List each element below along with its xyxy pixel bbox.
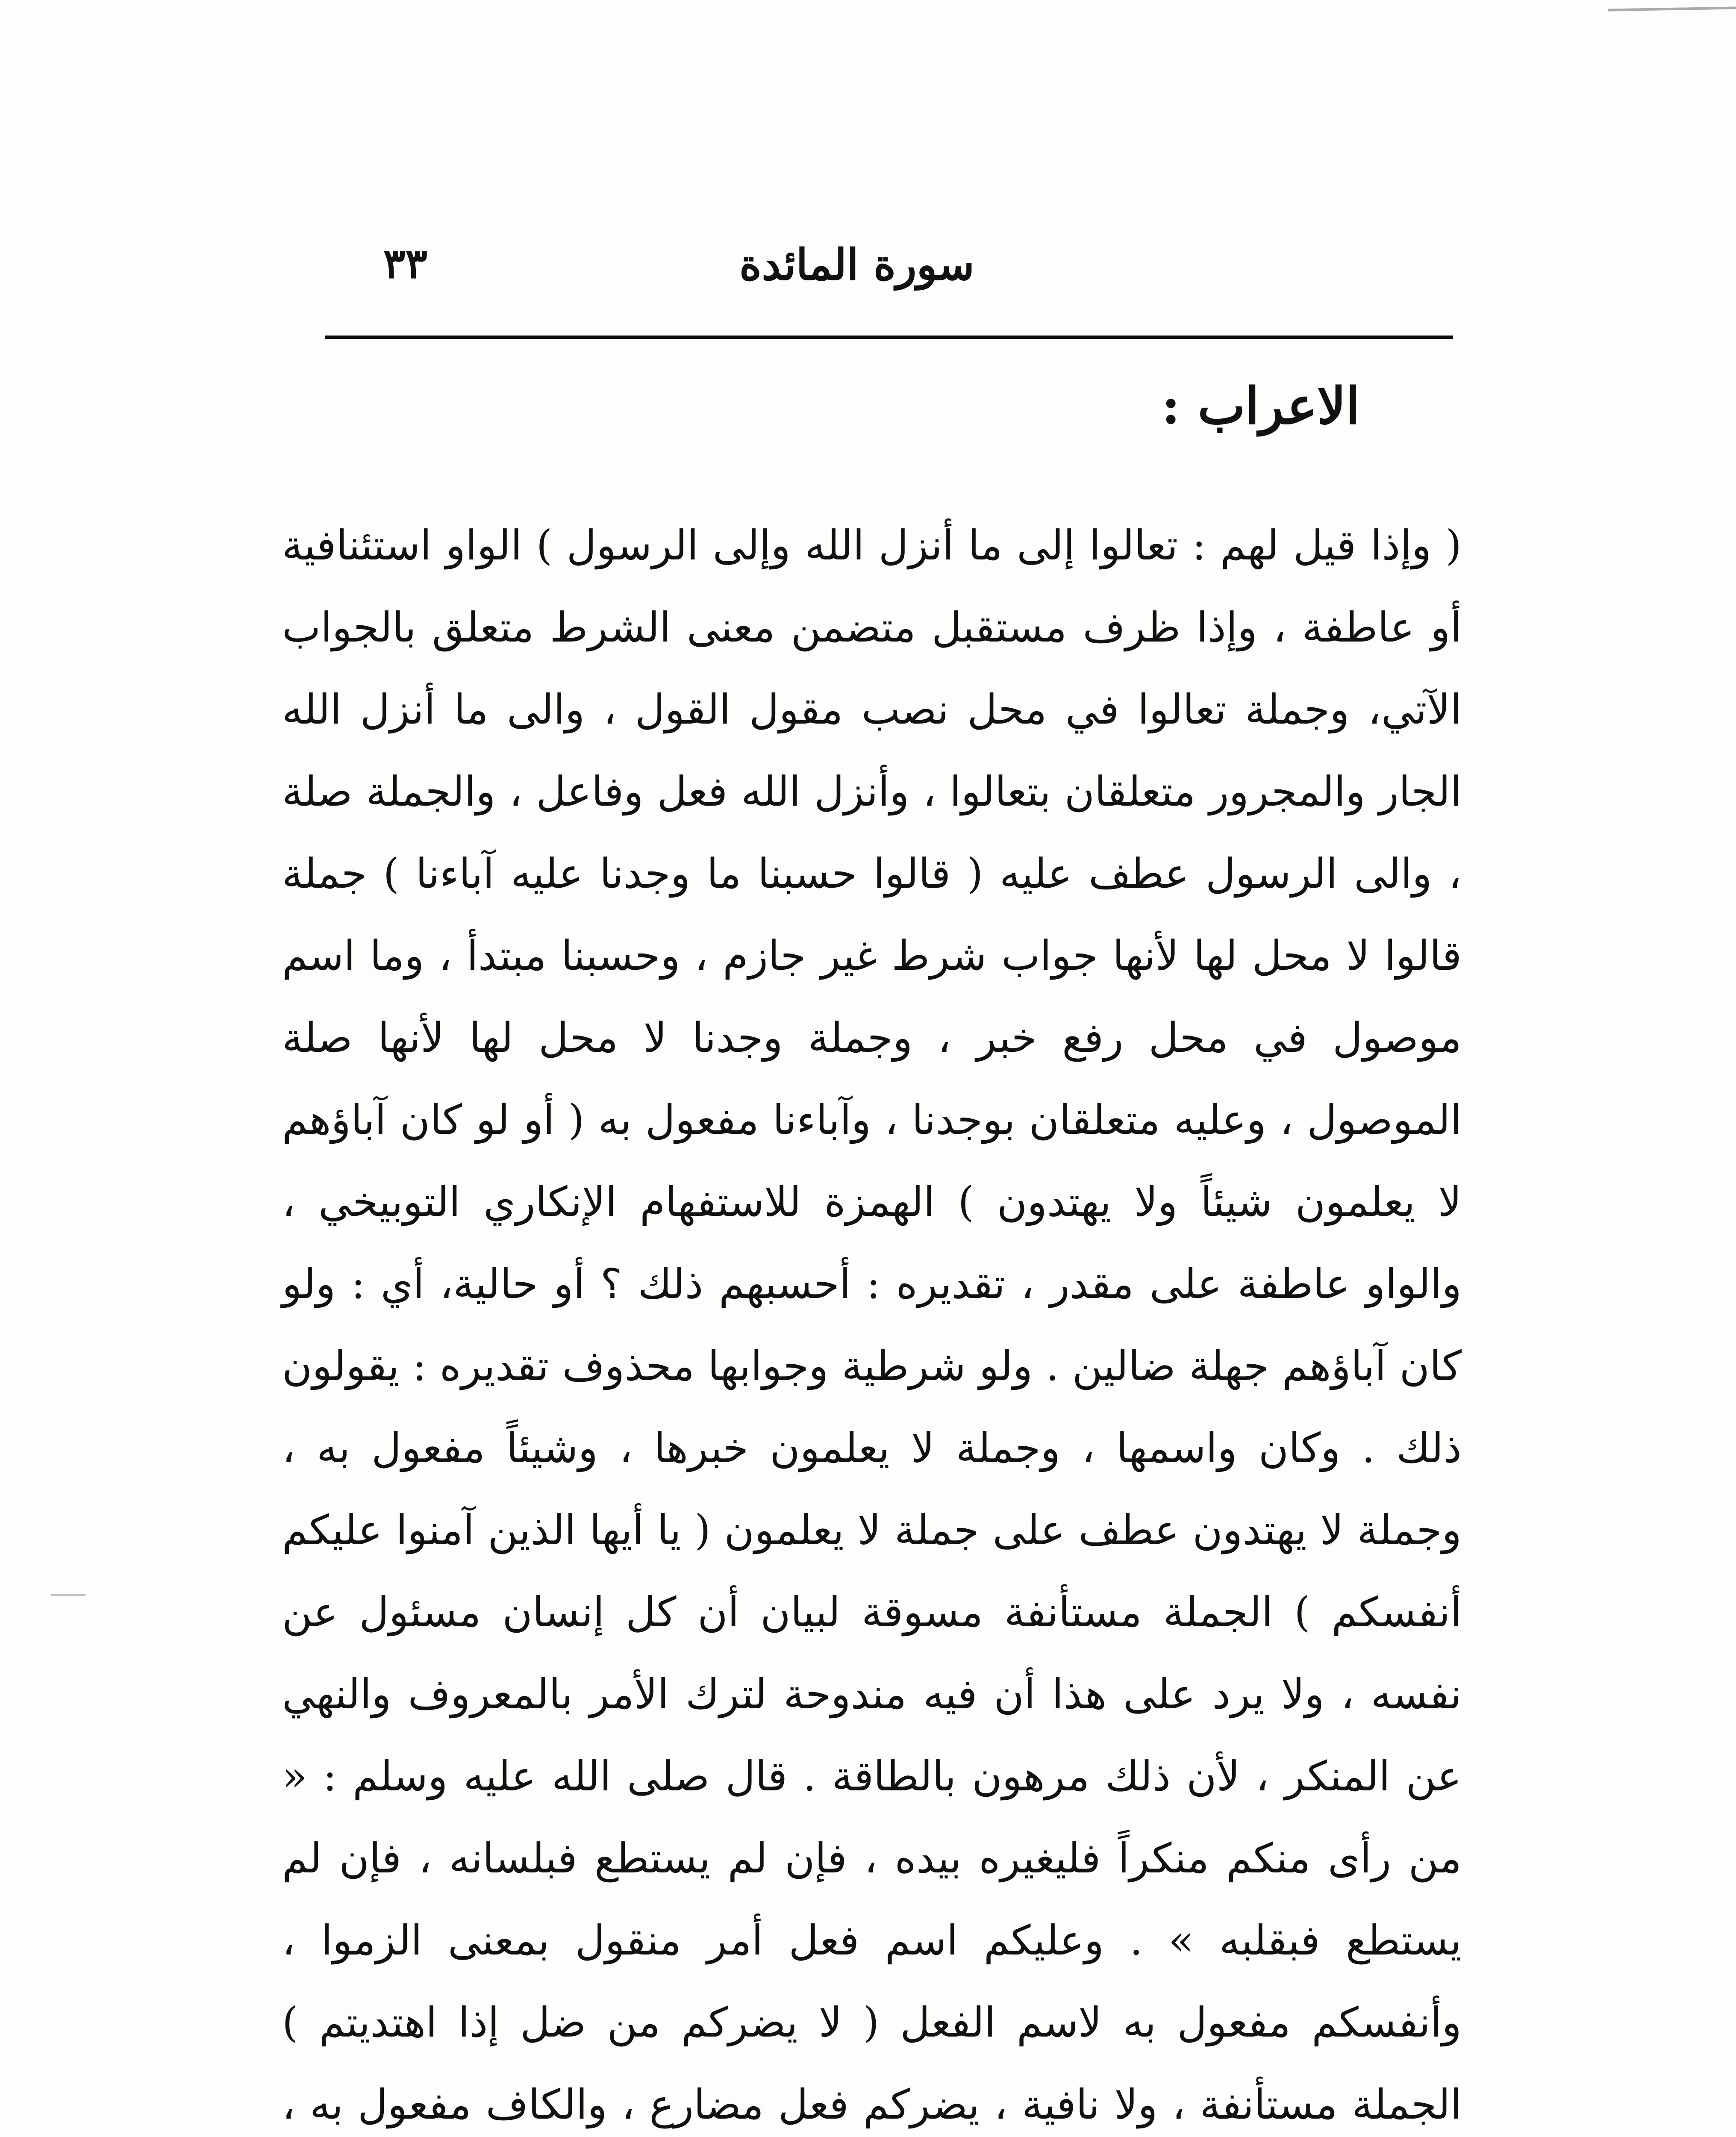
page-number: ٣٣ bbox=[383, 239, 427, 288]
scan-mark-top bbox=[1608, 6, 1736, 11]
page-header bbox=[325, 239, 1453, 308]
scan-mark-left bbox=[51, 1594, 85, 1596]
running-title: سورة المائدة bbox=[739, 239, 974, 290]
section-heading: الاعراب : bbox=[1161, 376, 1360, 436]
body-paragraph: ( وإذا قيل لهم : تعالوا إلى ما أنزل الله وإلى الرسول ) الواو استئنافية أو عاطفة ، وإذا ظرف مستقبل متضمن معنى الشرط متعلق بالجواب الآتي، وجملة تعالوا في محل نصب مقول القول ، والى ما أنزل الله الجار والمجرور متعلقان بتعالوا ، وأنزل الله فعل وفاعل ، والجملة صلة ، والى الرسول عطف عليه ( قالوا حسبنا ما وجدنا عليه آباءنا ) جملة قالوا لا محل لها لأنها جواب شرط غير جازم ، وحسبنا مبتدأ ، وما اسم موصول في محل رفع خبر ، وجملة وجدنا لا محل لها لأنها صلة الموصول ، وعليه متعلقان بوجدنا ، وآباءنا مفعول به ( أو لو كان آباؤهم لا يعلمون شيئاً ولا يهتدون ) الهمزة للاستفهام الإنكاري التوبيخي ، والواو عاطفة على مقدر ، تقديره : أحسبهم ذلك ؟ أو حالية، أي : ولو كان آباؤهم جهلة ضالين . ولو شرطية وجوابها محذوف تقديره : يقولون ذلك . وكان واسمها ، وجملة لا يعلمون خبرها ، وشيئاً مفعول به ، وجملة لا يهتدون عطف على جملة لا يعلمون ( يا أيها الذين آمنوا عليكم أنفسكم ) الجملة مستأنفة مسوقة لبيان أن كل إنسان مسئول عن نفسه ، ولا يرد على هذا أن فيه مندوحة لترك الأمر بالمعروف والنهي عن المنكر ، لأن ذلك مرهون بالطاقة . قال صلى الله عليه وسلم : « من رأى منكم منكراً فليغيره بيده ، فإن لم يستطع فبلسانه ، فإن لم يستطع فبقلبه » . وعليكم اسم فعل أمر منقول بمعنى الزموا ، وأنفسكم مفعول به لاسم الفعل ( لا يضركم من ضل إذا اهتديتم ) الجملة مستأنفة ، ولا نافية ، يضركم فعل مضارع ، والكاف مفعول به ، bbox=[282, 521, 1462, 2128]
body-text bbox=[282, 504, 1462, 2137]
header-divider bbox=[325, 336, 1453, 339]
